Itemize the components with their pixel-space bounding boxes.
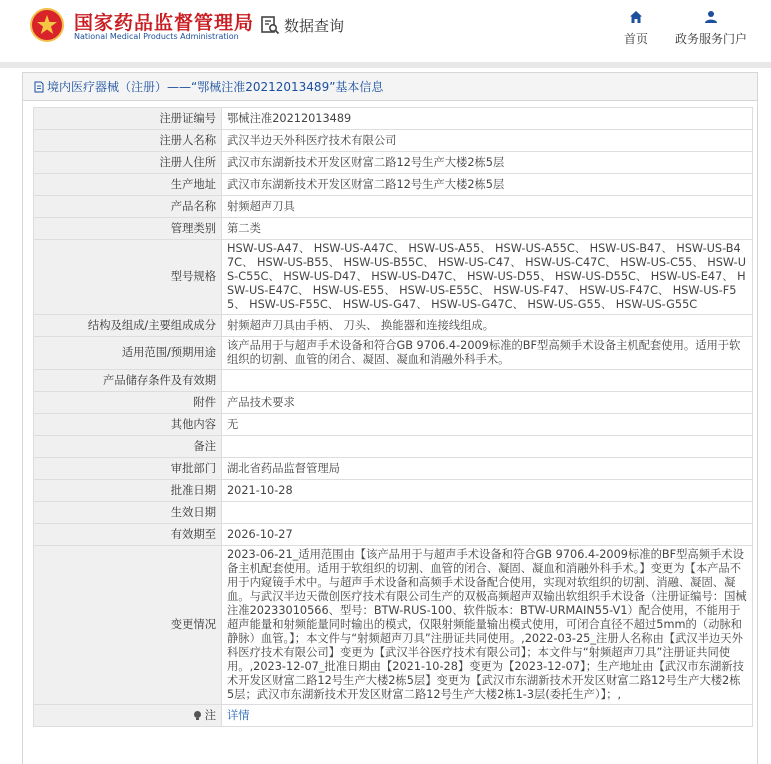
header-divider — [0, 62, 771, 68]
row-label: 备注 — [34, 436, 222, 458]
row-value: 无 — [222, 414, 753, 436]
row-label: 批准日期 — [34, 480, 222, 502]
table-row — [34, 108, 753, 130]
table-row — [34, 196, 753, 218]
registration-info-table — [33, 107, 753, 727]
row-value: 武汉市东湖新技术开发区财富二路12号生产大楼2栋5层 — [222, 174, 753, 196]
details-link[interactable]: 详情 — [227, 708, 250, 722]
row-label: 生产地址 — [34, 174, 222, 196]
national-emblem-logo[interactable] — [30, 8, 64, 42]
row-value: 2023-06-21_适用范围由【该产品用于与超声手术设备和符合GB 9706.4-2009标准的BF型高频手术设备主机配套使用。适用于软组织的切割、血管的闭合、凝固、凝血和消融外科手术。】变更为【本产品不用于内窥镜手术中。与超声手术设备和高频手术设备配合使用，实现对软组织的切割、消融、凝固、凝血。与武汉半边天微创医疗技术有限公司生产的双极高频超声双输出软组织手术设备（注册证编号：国械注准20233010566、型号：BTW-RUS-100、软件版本：BTW-URMAIN55-V1）配合使用，不能用于超声能量和射频能量同时输出的模式，仅限射频能量输出模式使用，可闭合直径不超过5mm的（动脉和静脉）血管。】；本文件与“射频超声刀具”注册证共同使用。,2022-03-25_注册人名称由【武汉半边天外科医疗技术有限公司】变更为【武汉半谷医疗技术有限公司】；本文件与“射频超声刀具”注册证共同使用。,2023-12-07_批准日期由【2021-10-28】变更为【2023-12-07】；生产地址由【武汉市东湖新技术开发区财富二路12号生产大楼2栋5层】变更为【武汉市东湖新技术开发区财富二路12号生产大楼2栋5层；武汉市东湖新技术开发区财富二路12号生产大楼2栋1-3层(委托生产）】；, — [222, 546, 753, 705]
table-row — [34, 315, 753, 337]
row-label: 注册人住所 — [34, 152, 222, 174]
site-logo-title[interactable]: 国家药品监督管理局 — [74, 12, 255, 34]
document-icon — [33, 81, 45, 93]
table-row — [34, 546, 753, 705]
row-value: 湖北省药品监督管理局 — [222, 458, 753, 480]
panel-title — [23, 73, 757, 101]
row-value: 射频超声刀具 — [222, 196, 753, 218]
table-row — [34, 502, 753, 524]
row-label: 结构及组成/主要组成成分 — [34, 315, 222, 337]
row-label: 有效期至 — [34, 524, 222, 546]
row-label: 型号规格 — [34, 240, 222, 315]
row-value: 该产品用于与超声手术设备和符合GB 9706.4-2009标准的BF型高频手术设备主机配套使用。适用于软组织的切割、血管的闭合、凝固、凝血和消融外科手术。 — [222, 337, 753, 370]
row-value: 2026-10-27 — [222, 524, 753, 546]
nav-government-portal[interactable] — [671, 10, 751, 47]
table-row — [34, 337, 753, 370]
row-label: 变更情况 — [34, 546, 222, 705]
row-label — [34, 705, 222, 727]
table-row — [34, 174, 753, 196]
table-row-footer — [34, 705, 753, 727]
nav-home-label: 首页 — [623, 32, 648, 46]
row-value — [222, 705, 753, 727]
table-row — [34, 524, 753, 546]
emblem-star-icon — [36, 14, 58, 36]
user-icon — [704, 10, 718, 24]
row-value: 第二类 — [222, 218, 753, 240]
row-label: 适用范围/预期用途 — [34, 337, 222, 370]
table-row — [34, 152, 753, 174]
detail-panel — [22, 72, 758, 764]
table-row — [34, 392, 753, 414]
row-value: HSW-US-A47、 HSW-US-A47C、 HSW-US-A55、 HSW-US-A55C、 HSW-US-B47、 HSW-US-B47C、 HSW-US-B55、 HSW-US-B55C、 HSW-US-C47、 HSW-US-C47C、 HSW-US-C55、 HSW-US-C55C、 HSW-US-D47、 HSW-US-D47C、 HSW-US-D55、 HSW-US-D55C、 HSW-US-E47、 HSW-US-E47C、 HSW-US-E55、 HSW-US-E55C、 HSW-US-F47、 HSW-US-F47C、 HSW-US-F55、 HSW-US-F55C、 HSW-US-G47、 HSW-US-G47C、 HSW-US-G55、 HSW-US-G55C — [222, 240, 753, 315]
row-label: 注册人名称 — [34, 130, 222, 152]
table-row — [34, 414, 753, 436]
site-header — [0, 0, 771, 62]
table-row — [34, 240, 753, 315]
row-label: 管理类别 — [34, 218, 222, 240]
row-value: 2021-10-28 — [222, 480, 753, 502]
data-query-link[interactable] — [260, 14, 344, 36]
row-label: 生效日期 — [34, 502, 222, 524]
row-value: 武汉市东湖新技术开发区财富二路12号生产大楼2栋5层 — [222, 152, 753, 174]
home-icon — [629, 10, 643, 24]
footer-label: 注 — [204, 708, 216, 722]
panel-title-text: 境内医疗器械（注册）——“鄂械注准20212013489”基本信息 — [47, 80, 384, 94]
site-logo-subtitle: National Medical Products Administration — [74, 32, 239, 41]
data-query-icon — [260, 15, 280, 35]
row-value — [222, 436, 753, 458]
row-label: 其他内容 — [34, 414, 222, 436]
row-label: 产品储存条件及有效期 — [34, 370, 222, 392]
row-label: 注册证编号 — [34, 108, 222, 130]
table-row — [34, 480, 753, 502]
row-label: 产品名称 — [34, 196, 222, 218]
nav-portal-label: 政务服务门户 — [674, 32, 747, 46]
lightbulb-icon — [192, 710, 203, 721]
table-row — [34, 370, 753, 392]
row-value: 射频超声刀具由手柄、 刀头、 换能器和连接线组成。 — [222, 315, 753, 337]
table-row — [34, 458, 753, 480]
row-value: 武汉半边天外科医疗技术有限公司 — [222, 130, 753, 152]
row-label: 附件 — [34, 392, 222, 414]
table-row — [34, 130, 753, 152]
table-row — [34, 218, 753, 240]
row-value: 鄂械注准20212013489 — [222, 108, 753, 130]
data-query-label: 数据查询 — [284, 16, 345, 35]
row-label: 审批部门 — [34, 458, 222, 480]
row-value: 产品技术要求 — [222, 392, 753, 414]
row-value — [222, 370, 753, 392]
table-row — [34, 436, 753, 458]
row-value — [222, 502, 753, 524]
nav-home[interactable] — [596, 10, 676, 47]
